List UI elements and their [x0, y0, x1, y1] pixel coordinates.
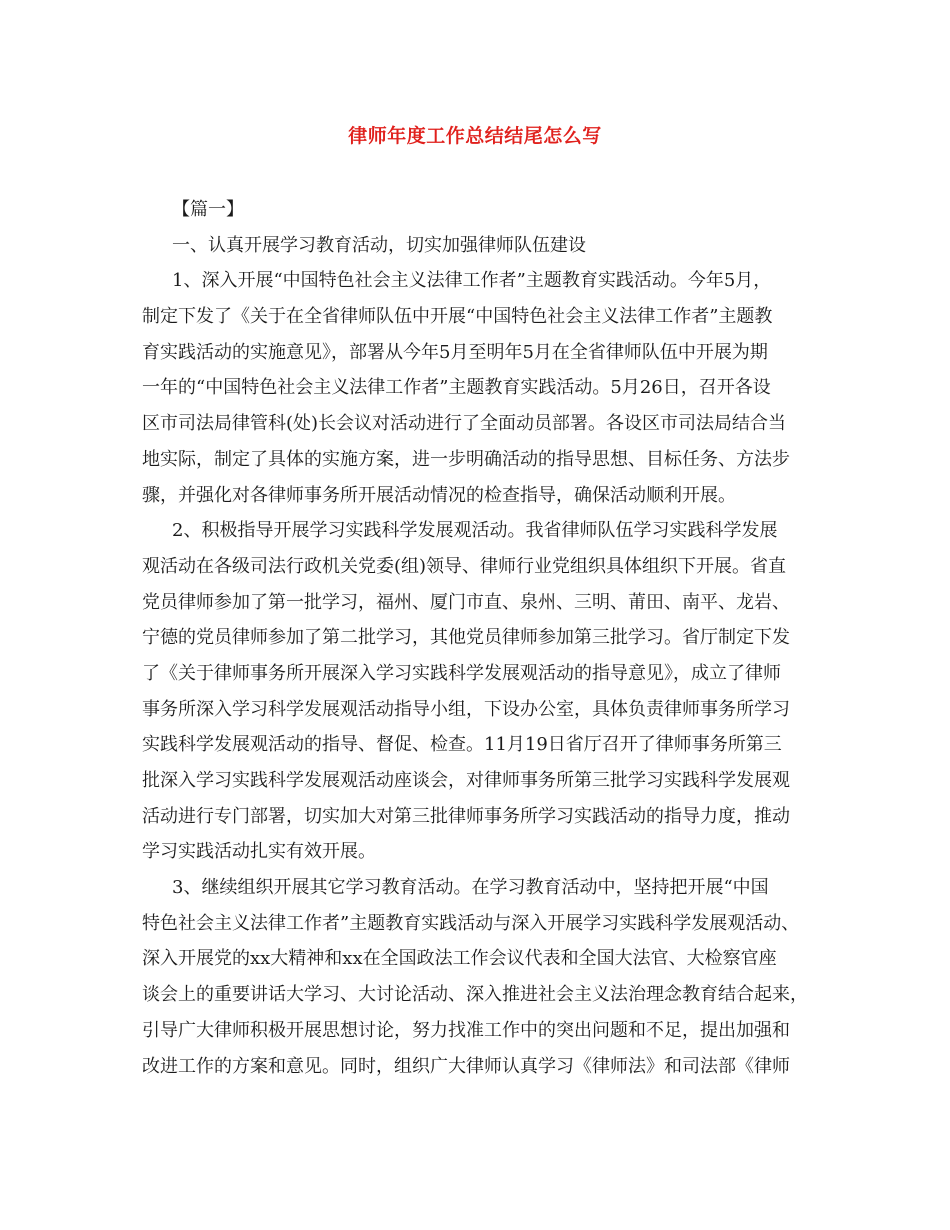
- paragraph-line: 党员律师参加了第一批学习，福州、厦门市直、泉州、三明、莆田、南平、龙岩、: [142, 591, 790, 613]
- document-body: [142, 192, 812, 1084]
- paragraph-line: 学习实践活动扎实有效开展。: [142, 841, 376, 863]
- paragraph-line: 区市司法局律管科(处)长会议对活动进行了全面动员部署。各设区市司法局结合当: [142, 413, 787, 435]
- section-heading: 一、认真开展学习教育活动，切实加强律师队伍建设: [172, 234, 586, 256]
- paragraph-line: 3、继续组织开展其它学习教育活动。在学习教育活动中，坚持把开展“中国: [172, 877, 769, 899]
- paragraph-line: 特色社会主义法律工作者”主题教育实践活动与深入开展学习实践科学发展观活动、: [142, 912, 800, 934]
- paragraph-line: 制定下发了《关于在全省律师队伍中开展“中国特色社会主义法律工作者”主题教: [142, 306, 773, 328]
- paragraph-line: 深入开展党的xx大精神和xx在全国政法工作会议代表和全国大法官、大检察官座: [142, 948, 777, 970]
- paragraph-line: 引导广大律师积极开展思想讨论，努力找准工作中的突出问题和不足，提出加强和: [142, 1019, 790, 1041]
- paragraph-line: 2、积极指导开展学习实践科学发展观活动。我省律师队伍学习实践科学发展: [172, 520, 778, 542]
- paragraph-line: 了《关于律师事务所开展深入学习实践科学发展观活动的指导意见》，成立了律师: [142, 662, 781, 684]
- paragraph-line: 改进工作的方案和意见。同时，组织广大律师认真学习《律师法》和司法部《律师: [142, 1055, 790, 1077]
- paragraph-line: 一年的“中国特色社会主义法律工作者”主题教育实践活动。5月26日，召开各设: [142, 377, 771, 399]
- paragraph-line: 育实践活动的实施意见》，部署从今年5月至明年5月在全省律师队伍中开展为期: [142, 341, 768, 363]
- paragraph-line: 活动进行专门部署，切实加大对第三批律师事务所学习实践活动的指导力度，推动: [142, 805, 790, 827]
- paragraph-line: 实践科学发展观活动的指导、督促、检查。11月19日省厅召开了律师事务所第三: [142, 734, 782, 756]
- section-label: 【篇一】: [172, 199, 244, 220]
- document-title: 律师年度工作总结结尾怎么写: [348, 125, 602, 147]
- paragraph-line: 谈会上的重要讲话大学习、大讨论活动、深入推进社会主义法治理念教育结合起来，: [142, 984, 808, 1006]
- paragraph-line: 骤，并强化对各律师事务所开展活动情况的检查指导，确保活动顺利开展。: [142, 484, 736, 506]
- paragraph-line: 事务所深入学习科学发展观活动指导小组，下设办公室，具体负责律师事务所学习: [142, 698, 790, 720]
- paragraph-line: 宁德的党员律师参加了第二批学习，其他党员律师参加第三批学习。省厅制定下发: [142, 627, 790, 649]
- paragraph-line: 观活动在各级司法行政机关党委(组)领导、律师行业党组织具体组织下开展。省直: [142, 555, 787, 577]
- paragraph-line: 批深入学习实践科学发展观活动座谈会，对律师事务所第三批学习实践科学发展观: [142, 770, 790, 791]
- paragraph-line: 1、深入开展“中国特色社会主义法律工作者”主题教育实践活动。今年5月，: [172, 270, 772, 292]
- paragraph-line: 地实际，制定了具体的实施方案，进一步明确活动的指导思想、目标任务、方法步: [142, 448, 790, 470]
